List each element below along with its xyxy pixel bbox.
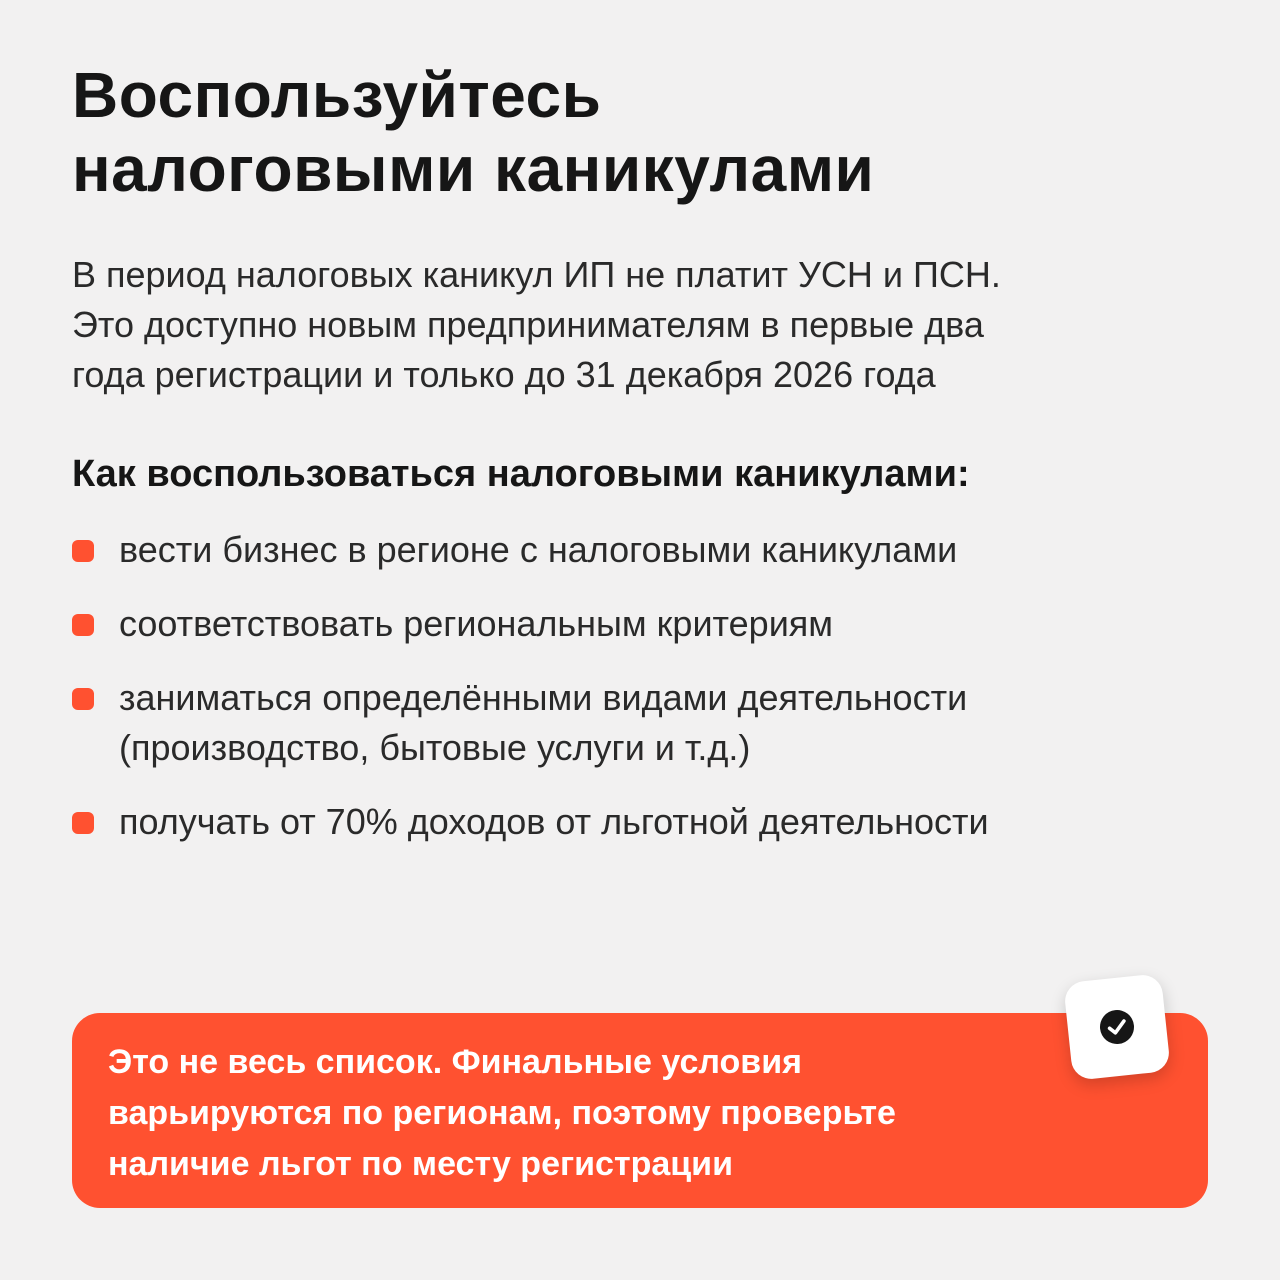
check-circle-icon [1097, 1007, 1137, 1047]
bullet-icon [72, 688, 94, 710]
page-title-line: налоговыми каникулами [72, 133, 875, 205]
note-line: наличие льгот по месту регистрации [108, 1145, 733, 1183]
list-item-text: заниматься определёнными видами деятельности [119, 677, 968, 718]
page-title-line: Воспользуйтесь [72, 59, 602, 131]
list-item-text: соответствовать региональным критериям [119, 603, 834, 644]
bullet-icon [72, 614, 94, 636]
list-item [72, 525, 1212, 575]
bullet-icon [72, 540, 94, 562]
check-badge [1063, 973, 1171, 1081]
list-item [72, 797, 1212, 847]
intro-paragraph [72, 250, 1212, 400]
note-line: Это не весь список. Финальные условия [108, 1043, 802, 1081]
bullet-icon [72, 812, 94, 834]
note-banner [72, 1013, 1208, 1208]
list-item-text: вести бизнес в регионе с налоговыми каникулами [119, 529, 958, 570]
conditions-heading: Как воспользоваться налоговыми каникулами: [72, 453, 970, 495]
list-item-text: получать от 70% доходов от льготной деятельности [119, 801, 989, 842]
note-text [108, 1037, 1108, 1190]
list-item [72, 599, 1212, 649]
intro-line: В период налоговых каникул ИП не платит УСН и ПСН. [72, 254, 1001, 295]
intro-line: Это доступно новым предпринимателям в первые два [72, 304, 984, 345]
list-item [72, 673, 1212, 773]
note-line: варьируются по регионам, поэтому проверьте [108, 1094, 896, 1132]
page-title [72, 58, 1212, 206]
intro-line: года регистрации и только до 31 декабря 2026 года [72, 354, 936, 395]
conditions-list [72, 525, 1212, 847]
list-item-text: (производство, бытовые услуги и т.д.) [119, 727, 751, 768]
